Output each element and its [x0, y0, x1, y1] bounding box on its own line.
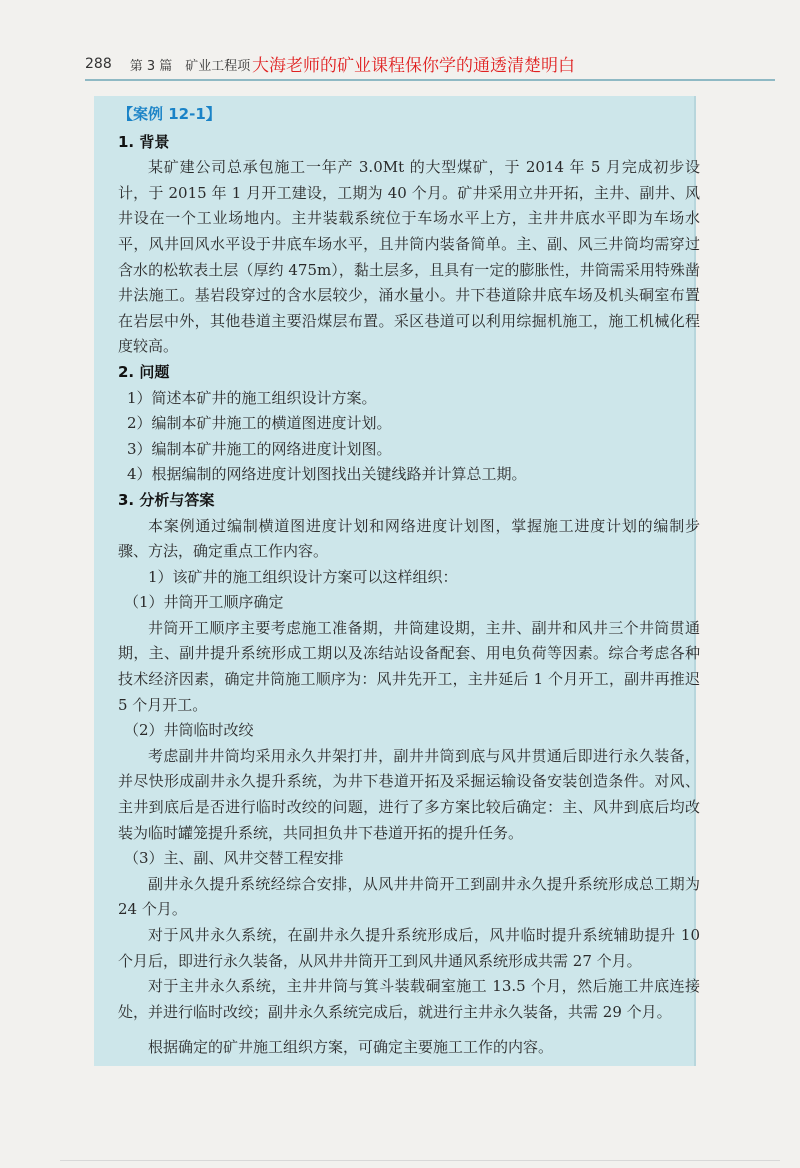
page-number: 288 [85, 56, 112, 72]
question-item: 3）编制本矿井施工的网络进度计划图。 [127, 439, 392, 458]
question-item: 1）简述本矿井的施工组织设计方案。 [127, 388, 377, 407]
case-label: 【案例 12-1】 [118, 105, 221, 123]
subsection-3-title: （3）主、副、风井交替工程安排 [124, 849, 344, 868]
subsection-3-paragraph: 对于主井永久系统，主井井筒与箕斗装载硐室施工 13.5 个月，然后施工井底连接处，并进行临时改绞；副井永久系统完成后，就进行主井永久装备，共需 29 个月。 [118, 977, 700, 1021]
bottom-divider [60, 1160, 780, 1161]
watermark-text: 大海老师的矿业课程保你学的通透清楚明白 [252, 56, 575, 76]
subsection-1-title: （1）井筒开工顺序确定 [124, 593, 284, 612]
subsection-1-text: 井筒开工顺序主要考虑施工准备期，井筒建设期，主井、副井和风井三个井筒贯通期，主、副井提升系统形成工期以及冻结站设备配套、用电负荷等因素。综合考虑各种技术经济因素，确定井筒施工顺序为：风井先开工，主井延后 1 个月开工，副井再推迟 5 个月开工。 [118, 618, 700, 714]
background-title: 1. 背景 [118, 132, 170, 151]
subsection-2-title: （2）井筒临时改绞 [124, 721, 254, 740]
analysis-intro: 本案例通过编制横道图进度计划和网络进度计划图，掌握施工进度计划的编制步骤、方法，确定重点工作内容。 [118, 516, 700, 561]
header-divider [85, 79, 775, 81]
case-content [118, 102, 700, 1061]
subsection-3-paragraph: 副井永久提升系统经综合安排，从风井井筒开工到副井永久提升系统形成总工期为 24 个月。 [118, 874, 700, 919]
analysis-title: 3. 分析与答案 [118, 490, 215, 509]
question-item: 4）根据编制的网络进度计划图找出关键线路并计算总工期。 [127, 465, 527, 484]
question-item: 2）编制本矿井施工的横道图进度计划。 [127, 414, 392, 433]
answer-1-intro: 1）该矿井的施工组织设计方案可以这样组织： [148, 567, 458, 586]
questions-title: 2. 问题 [118, 362, 170, 381]
subsection-3-paragraph: 对于风井永久系统，在副井永久提升系统形成后，风井临时提升系统辅助提升 10 个月后，即进行永久装备，从风井井筒开工到风井通风系统形成共需 27 个月。 [118, 926, 700, 970]
chapter-title: 第 3 篇 矿业工程项 [129, 58, 251, 74]
closing-paragraph: 根据确定的矿井施工组织方案，可确定主要施工工作的内容。 [148, 1038, 554, 1057]
background-paragraph: 某矿建公司总承包施工一年产 3.0Mt 的大型煤矿，于 2014 年 5 月完成初步设计，于 2015 年 1 月开工建设，工期为 40 个月。矿井采用立井开拓，主井、副井、风井设在一个工业场地内。主井装载系统位于车场水平上方，主井井底水平即为车场水平，风井回风水平设于井底车场水平，且井筒内装备简单。主、副、风三井筒均需穿过含水的松软表土层（厚约 475m），黏土层多，且具有一定的膨胀性，井筒需采用特殊凿井法施工。基岩段穿过的含水层较少，涌水量小。井下巷道除井底车场及机头硐室布置在岩层中外，其他巷道主要沿煤层布置。采区巷道可以利用综掘机施工，施工机械化程度较高。 [118, 158, 700, 356]
subsection-2-text: 考虑副井井筒均采用永久井架打井，副井井筒到底与风井贯通后即进行永久装备，并尽快形成副井永久提升系统，为井下巷道开拓及采掘运输设备安装创造条件。对风、主井到底后是否进行临时改绞的问题，进行了多方案比较后确定：主、风井到底后均改装为临时罐笼提升系统，共同担负井下巷道开拓的提升任务。 [118, 746, 700, 842]
